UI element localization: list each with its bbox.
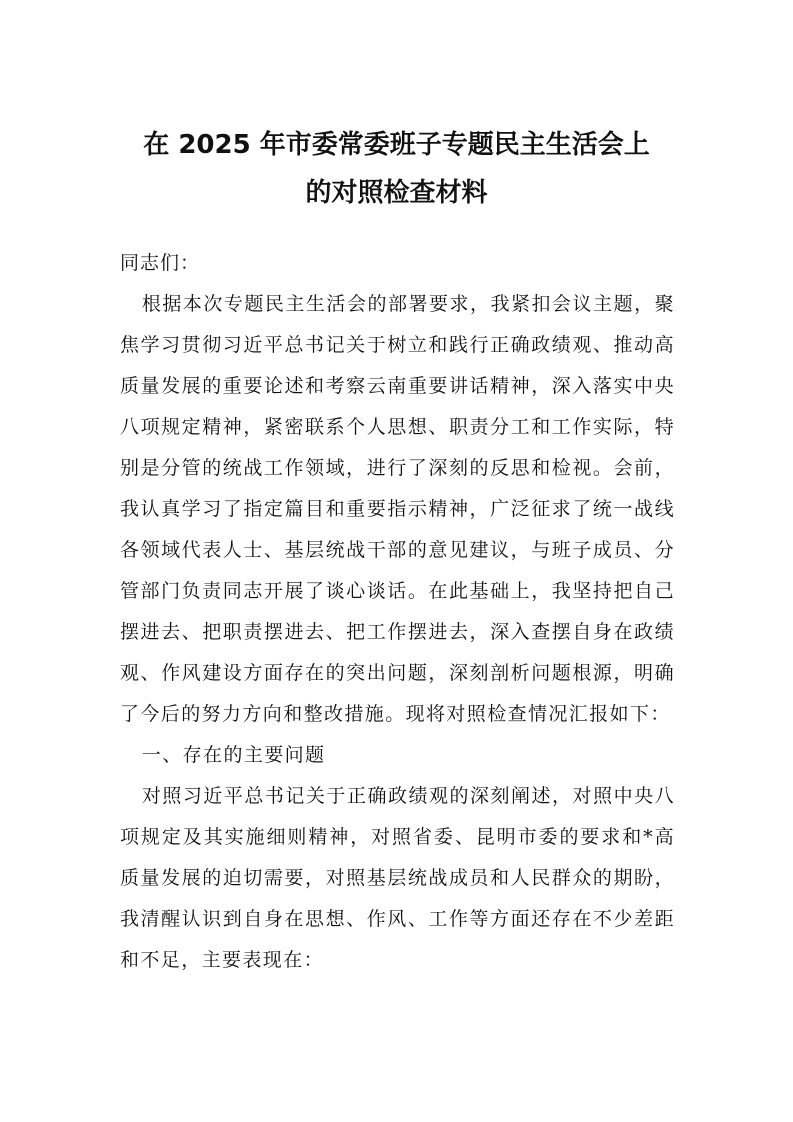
intro-paragraph: 根据本次专题民主生活会的部署要求，我紧扣会议主题，聚焦学习贯彻习近平总书记关于树立和践行正确政绩观、推动高质量发展的重要论述和考察云南重要讲话精神，深入落实中央八项规定精神，紧密联系个人思想、职责分工和工作实际，特别是分管的统战工作领域，进行了深刻的反思和检视。会前，我认真学习了指定篇目和重要指示精神，广泛征求了统一战线各领域代表人士、基层统战干部的意见建议，与班子成员、分管部门负责同志开展了谈心谈话。在此基础上，我坚持把自己摆进去、把职责摆进去、把工作摆进去，深入查摆自身在政绩观、作风建设方面存在的突出问题，深刻剖析问题根源，明确了今后的努力方向和整改措施。现将对照检查情况汇报如下：: [120, 293, 675, 725]
problems-intro-paragraph: 对照习近平总书记关于正确政绩观的深刻阐述，对照中央八项规定及其实施细则精神，对照省委、昆明市委的要求和*高质量发展的迫切需要，对照基层统战成员和人民群众的期盼，我清醒认识到自身在思想、作风、工作等方面还存在不少差距和不足，主要表现在：: [120, 785, 675, 971]
section-heading-main-problems: 一、存在的主要问题: [141, 744, 326, 766]
salutation: 同志们：: [120, 252, 201, 274]
document-title-line-2: 的对照检查材料: [305, 178, 488, 208]
document-body: [120, 243, 675, 981]
document-title-line-1: 在 2025 年市委常委班子专题民主生活会上: [143, 130, 650, 160]
